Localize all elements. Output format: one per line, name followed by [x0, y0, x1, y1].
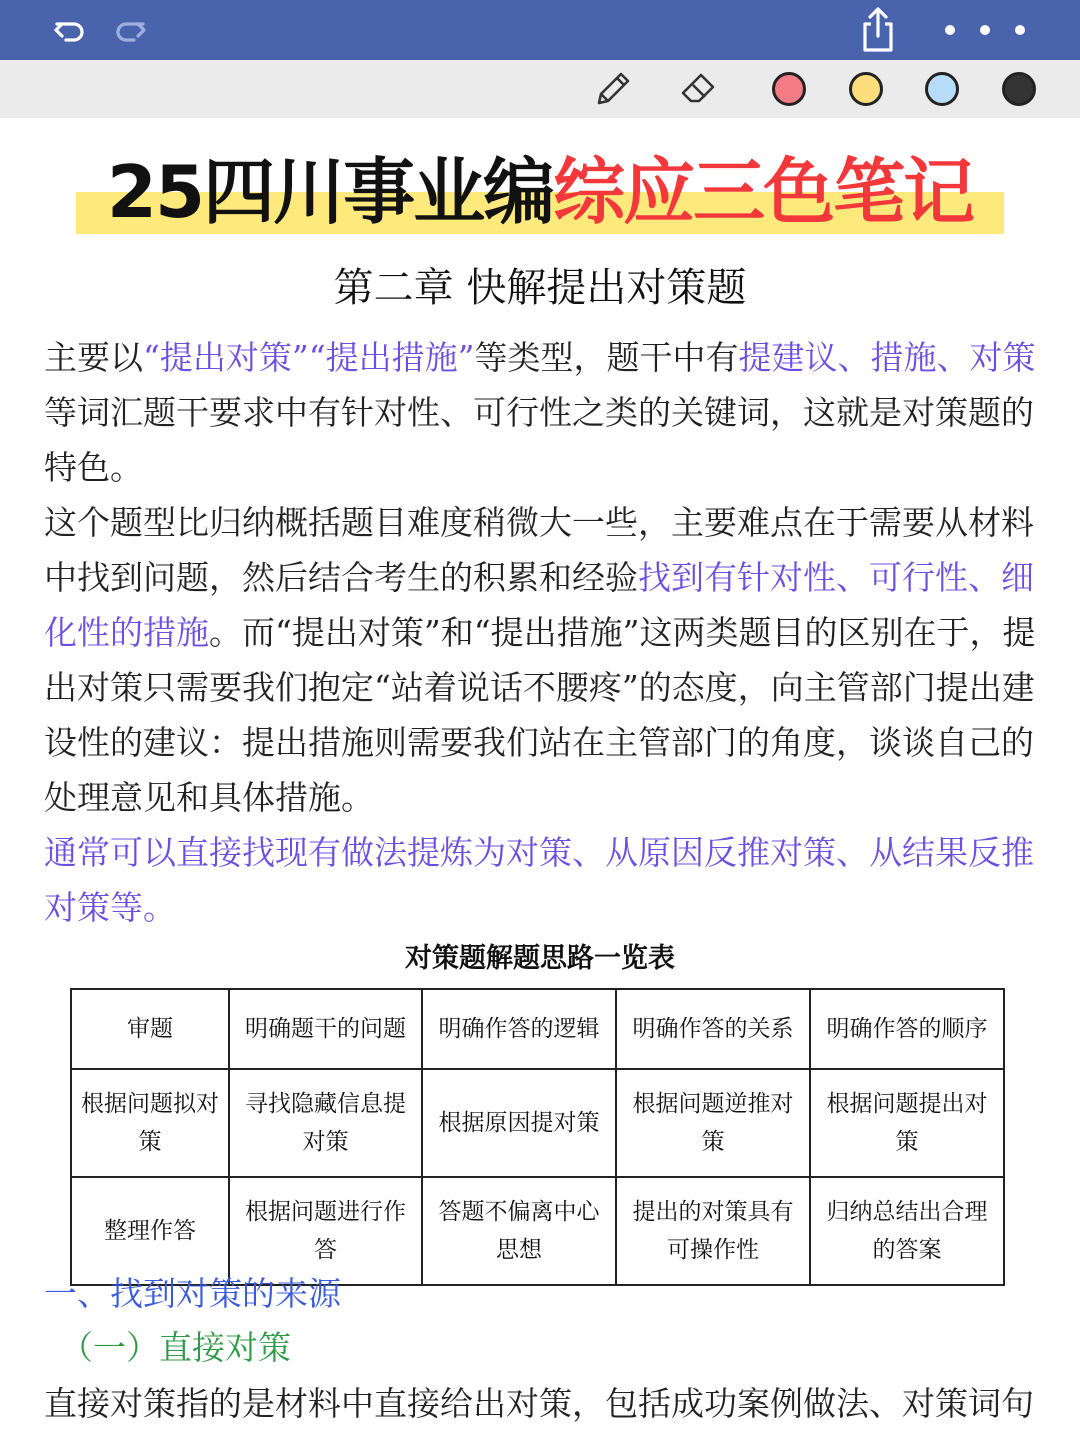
table-cell: 明确作答的顺序 — [810, 989, 1004, 1069]
subsection-heading: （一）直接对策 — [60, 1328, 291, 1367]
table-row — [71, 989, 1004, 1069]
undo-button[interactable] — [46, 0, 94, 60]
eraser-icon — [677, 67, 721, 111]
redo-button[interactable] — [106, 0, 154, 60]
share-icon — [858, 6, 898, 54]
more-button[interactable] — [930, 0, 1030, 60]
swatch-black-circle — [1002, 72, 1036, 106]
color-swatch-blue[interactable] — [913, 60, 971, 118]
chapter-heading: 第二章 快解提出对策题 — [333, 265, 747, 311]
page-title-block — [76, 148, 1004, 236]
color-swatch-yellow[interactable] — [837, 60, 895, 118]
title-part-black: 25四川事业编 — [106, 150, 554, 234]
top-bar — [0, 0, 1080, 60]
table-cell: 归纳总结出合理的答案 — [810, 1177, 1004, 1285]
share-button[interactable] — [852, 0, 904, 60]
color-swatch-red[interactable] — [760, 60, 818, 118]
table-cell: 明确题干的问题 — [229, 989, 422, 1069]
swatch-yellow-circle — [849, 72, 883, 106]
more-icon — [935, 20, 1025, 40]
pen-icon — [591, 67, 635, 111]
table-cell: 根据问题逆推对策 — [616, 1069, 810, 1177]
table-cell: 根据原因提对策 — [422, 1069, 616, 1177]
para1-text-1: 主要以 — [44, 338, 143, 377]
table-cell: 整理作答 — [71, 1177, 229, 1285]
eraser-tool-button[interactable] — [670, 60, 728, 118]
page-title — [76, 148, 1004, 236]
swatch-red-circle — [772, 72, 806, 106]
table-cell: 答题不偏离中心思想 — [422, 1177, 616, 1285]
para1-blue-1: “提出对策”“提出措施” — [143, 338, 475, 377]
table-cell: 明确作答的关系 — [616, 989, 810, 1069]
table-cell: 根据问题拟对策 — [71, 1069, 229, 1177]
table-cell: 根据问题进行作答 — [229, 1177, 422, 1285]
table-cell: 提出的对策具有可操作性 — [616, 1177, 810, 1285]
body-text-line: 直接对策指的是材料中直接给出对策，包括成功案例做法、对策词句 — [44, 1384, 1034, 1423]
paragraph-difficulty — [44, 495, 1036, 825]
para2-blue-1: 找到有针对性、可行性、细化性的措施 — [44, 558, 1034, 652]
para1-text-3: 等词汇题干要求中有针对性、可行性之类的关键词，这就是对策题的特色。 — [44, 393, 1034, 487]
table-row — [71, 1069, 1004, 1177]
para1-text-2: 等类型，题干中有 — [474, 338, 739, 377]
paragraph-intro — [44, 330, 1036, 495]
para1-blue-2: 提建议、措施、对策 — [738, 338, 1036, 377]
title-part-red: 综应三色笔记 — [553, 150, 974, 234]
swatch-blue-circle — [925, 72, 959, 106]
table-cell: 明确作答的逻辑 — [422, 989, 616, 1069]
para2-text-2: 。而“提出对策”和“提出措施”这两类题目的区别在于，提出对策只需要我们抱定“站着说话不腰疼”的态度，向主管部门提出建设性的建议：提出措施则需要我们站在主管部门的角度，谈谈自己的处理意见和具体措施。 — [44, 613, 1036, 817]
section-heading: 一、找到对策的来源 — [44, 1274, 341, 1313]
table-cell: 寻找隐藏信息提对策 — [229, 1069, 422, 1177]
table-caption: 对策题解题思路一览表 — [405, 943, 675, 974]
color-swatch-black[interactable] — [990, 60, 1048, 118]
redo-icon — [112, 12, 148, 48]
pen-toolbar — [0, 60, 1080, 118]
table-cell: 审题 — [71, 989, 229, 1069]
strategy-table — [70, 988, 1005, 1286]
pen-tool-button[interactable] — [584, 60, 642, 118]
paragraph-methods: 通常可以直接找现有做法提炼为对策、从原因反推对策、从结果反推对策等。 — [44, 833, 1034, 927]
para2-text-1: 这个题型比归纳概括题目难度稍微大一些，主要难点在于需要从材料中找到问题，然后结合考生的积累和经验 — [44, 503, 1034, 597]
table-cell: 根据问题提出对策 — [810, 1069, 1004, 1177]
undo-icon — [52, 12, 88, 48]
